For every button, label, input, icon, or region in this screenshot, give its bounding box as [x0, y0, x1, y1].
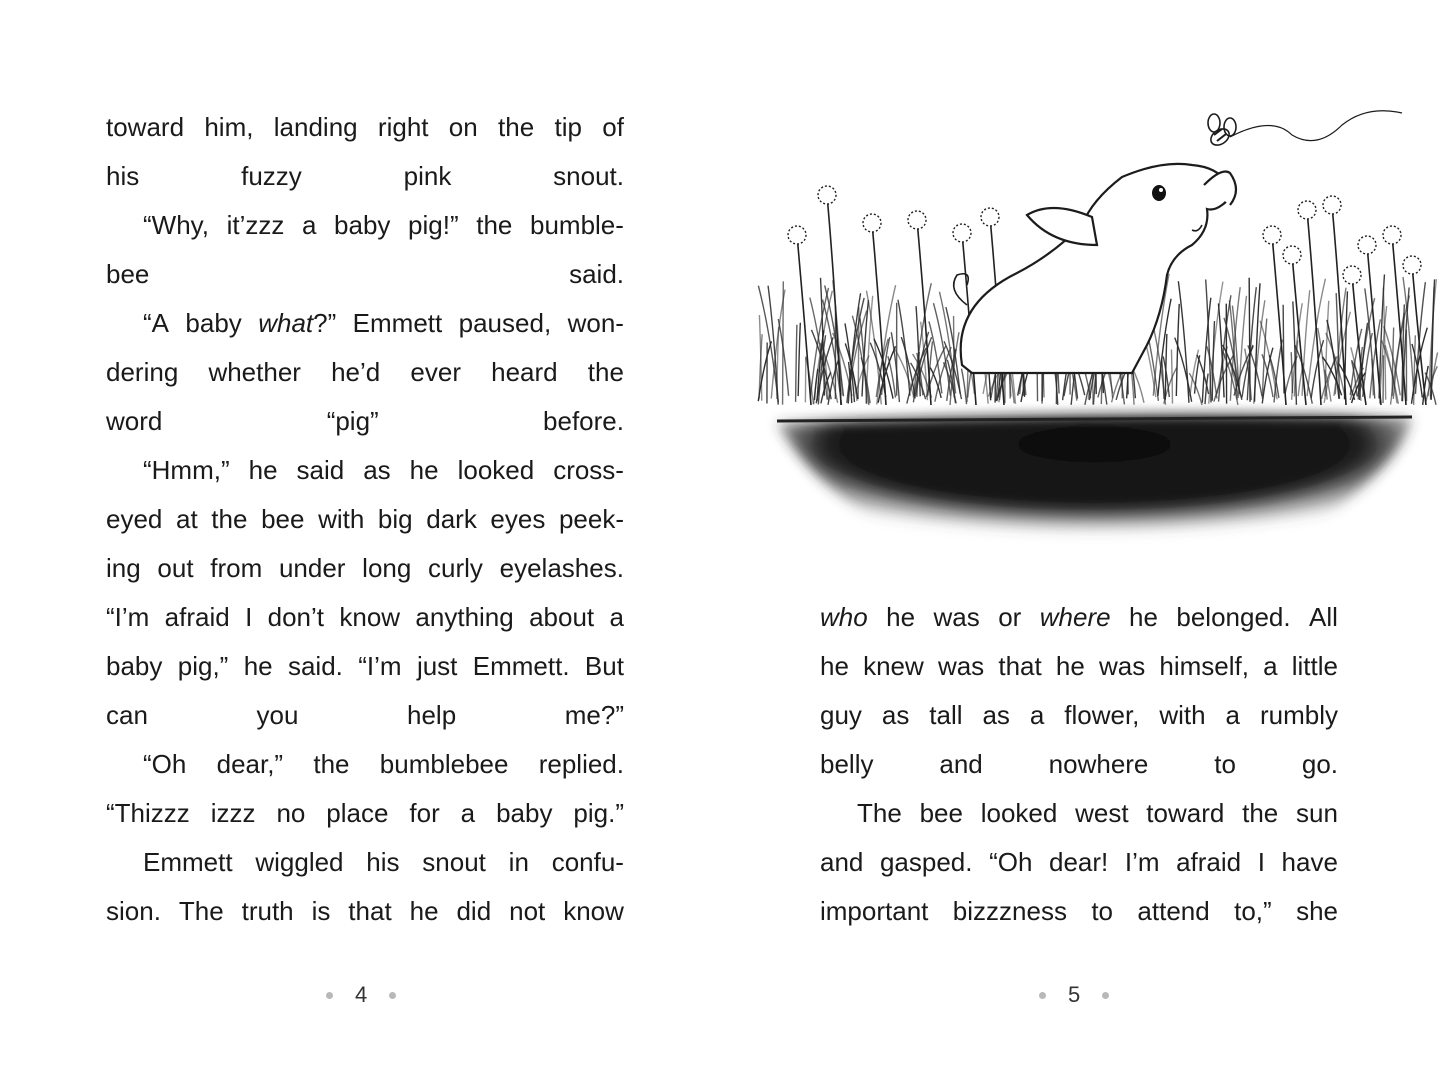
folio-dot [326, 992, 333, 999]
word: “I’m [106, 602, 150, 632]
word: snout [422, 847, 486, 877]
word: what?” [258, 308, 337, 338]
word: word [106, 406, 163, 436]
word: out [157, 553, 194, 583]
word: to [1091, 896, 1114, 926]
ground-shadow [777, 415, 1412, 564]
word: on [448, 112, 478, 142]
word: snout. [553, 161, 624, 191]
word: baby [496, 798, 553, 828]
word: nowhere [1048, 749, 1149, 779]
piglet-illustration [752, 105, 1442, 575]
illustration [752, 105, 1442, 575]
word: “pig” [326, 406, 379, 436]
page-folio-right [1039, 982, 1109, 1008]
word: Emmett [143, 847, 233, 877]
word: with [1159, 700, 1206, 730]
word: bee [919, 798, 963, 828]
text-line [106, 642, 624, 691]
word: I [245, 602, 253, 632]
dandelion-head [818, 186, 836, 204]
word: who [820, 602, 868, 632]
word: where [1039, 602, 1111, 632]
dandelion-head [788, 226, 806, 244]
word: and [820, 847, 864, 877]
word: ever [410, 357, 461, 387]
text-line [820, 691, 1338, 740]
word: I [1257, 847, 1265, 877]
grass-blade [1178, 281, 1189, 403]
word: looked [457, 455, 535, 485]
word: “A [143, 308, 169, 338]
word: All [1309, 602, 1338, 632]
word: toward [1146, 798, 1225, 828]
grass-blade [1212, 321, 1214, 401]
word: afraid [164, 602, 230, 632]
word: he [243, 651, 273, 681]
word: can [106, 700, 148, 730]
word: from [210, 553, 263, 583]
word: to [1214, 749, 1236, 779]
word: pink [403, 161, 452, 191]
word: “Oh [143, 749, 187, 779]
text-line [820, 593, 1338, 642]
word: as [982, 700, 1010, 730]
word: “I’m [358, 651, 402, 681]
word: bee [106, 259, 150, 289]
word: as [363, 455, 391, 485]
right-page [722, 0, 1445, 1075]
text-line [106, 838, 624, 887]
text-line [106, 299, 624, 348]
word: confu- [551, 847, 624, 877]
word: a [1029, 700, 1045, 730]
word: know [339, 602, 401, 632]
word: little [1291, 651, 1338, 681]
word: baby [106, 651, 163, 681]
word: at [176, 504, 198, 534]
text-line [106, 691, 624, 740]
word: eyelashes. [499, 553, 624, 583]
word: a [1263, 651, 1278, 681]
word: was [933, 602, 980, 632]
word: But [584, 651, 624, 681]
word: the [587, 357, 624, 387]
word: him, [204, 112, 254, 142]
word: under [278, 553, 346, 583]
word: sun [1296, 798, 1338, 828]
right-page-text [820, 593, 1338, 936]
word: the [476, 210, 513, 240]
word: gasped. [879, 847, 973, 877]
word: “Why, [143, 210, 209, 240]
dandelion-head [953, 224, 971, 242]
word: he [409, 455, 439, 485]
word: did [456, 896, 492, 926]
word: baby [185, 308, 242, 338]
word: eyed [106, 504, 163, 534]
word: “Thizzz [106, 798, 190, 828]
word: west [1075, 798, 1129, 828]
word: looked [980, 798, 1058, 828]
word: important [820, 896, 929, 926]
word: The [857, 798, 902, 828]
word: wiggled [255, 847, 344, 877]
dandelion-head [1358, 236, 1376, 254]
word: belly [820, 749, 874, 779]
word: dear,” [216, 749, 284, 779]
word: said [296, 455, 345, 485]
word: was [937, 651, 985, 681]
word: his [106, 161, 140, 191]
word: ing [106, 553, 141, 583]
word: with [318, 504, 365, 534]
word: about [529, 602, 595, 632]
word: whether [208, 357, 301, 387]
word: you [256, 700, 299, 730]
word: peek- [558, 504, 624, 534]
word: sion. [106, 896, 161, 926]
dandelion-head [1283, 246, 1301, 264]
word: he [820, 651, 849, 681]
piglet [954, 164, 1236, 373]
word: bizzzness [952, 896, 1067, 926]
grass-blade [961, 369, 966, 405]
word: said. [569, 259, 624, 289]
text-line [106, 397, 624, 446]
word: “Oh [989, 847, 1033, 877]
word: he [409, 896, 439, 926]
word: or [998, 602, 1022, 632]
word: a [460, 798, 476, 828]
word: a [609, 602, 624, 632]
word: truth [241, 896, 294, 926]
word: Emmett [352, 308, 443, 338]
word: won- [567, 308, 624, 338]
word: me?” [564, 700, 624, 730]
page-folio-left [326, 982, 396, 1008]
word: guy [820, 700, 862, 730]
word: tall [929, 700, 963, 730]
word: long [362, 553, 412, 583]
text-line [820, 789, 1338, 838]
word: the [1242, 798, 1279, 828]
word: he [886, 602, 916, 632]
text-line [820, 642, 1338, 691]
word: his [366, 847, 400, 877]
word: of [602, 112, 624, 142]
word: right [377, 112, 429, 142]
word: he’d [331, 357, 381, 387]
word: himself, [1159, 651, 1249, 681]
word: pig!” [408, 210, 459, 240]
word: in [508, 847, 529, 877]
word: go. [1301, 749, 1339, 779]
text-line [106, 887, 624, 936]
text-line [106, 740, 624, 789]
word: bumble- [529, 210, 624, 240]
word: to,” [1234, 896, 1272, 926]
word: dear! [1049, 847, 1109, 877]
text-line [106, 495, 624, 544]
dandelion-head [1383, 226, 1401, 244]
word: tip [554, 112, 582, 142]
folio-dot [389, 992, 396, 999]
word: he [248, 455, 278, 485]
word: not [509, 896, 546, 926]
word: know [563, 896, 624, 926]
word: replied. [538, 749, 624, 779]
word: cross- [553, 455, 624, 485]
word: don’t [267, 602, 325, 632]
word: afraid [1176, 847, 1242, 877]
word: toward [106, 112, 185, 142]
word: the [313, 749, 350, 779]
word: baby [334, 210, 391, 240]
word: he [1129, 602, 1158, 632]
text-line [106, 250, 624, 299]
text-line [106, 348, 624, 397]
grass-blade [796, 325, 797, 402]
dandelion-head [908, 211, 926, 229]
word: “Hmm,” [143, 455, 230, 485]
word: rumbly [1259, 700, 1338, 730]
word: a [301, 210, 317, 240]
word: he [1055, 651, 1085, 681]
word: big [377, 504, 413, 534]
folio-dot [1039, 992, 1046, 999]
word: pig,” [177, 651, 229, 681]
grass-blade [798, 323, 800, 396]
text-line [106, 593, 624, 642]
word: dering [106, 357, 179, 387]
text-line [106, 103, 624, 152]
word: is [311, 896, 331, 926]
word: that [998, 651, 1042, 681]
left-page-text [106, 103, 624, 936]
bumblebee [1208, 111, 1402, 149]
word: paused, [458, 308, 552, 338]
text-line [820, 838, 1338, 887]
word: and [939, 749, 983, 779]
word: just [416, 651, 458, 681]
dandelion-head [1298, 201, 1316, 219]
word: Emmett. [472, 651, 570, 681]
grass-blade [1291, 352, 1292, 393]
page-number: 4 [355, 982, 368, 1007]
folio-dot [1102, 992, 1109, 999]
word: a [1225, 700, 1241, 730]
dandelion-head [1343, 266, 1361, 284]
word: fuzzy [241, 161, 302, 191]
word: before. [543, 406, 624, 436]
text-line [106, 201, 624, 250]
dandelion-head [981, 208, 999, 226]
dandelion-head [1403, 256, 1421, 274]
grass-blade [783, 281, 784, 404]
word: for [409, 798, 440, 828]
grass-blade [1414, 335, 1416, 405]
word: no [276, 798, 306, 828]
word: eyes [490, 504, 546, 534]
word: said. [287, 651, 343, 681]
word: the [498, 112, 535, 142]
word: it’zzz [226, 210, 285, 240]
word: the [211, 504, 248, 534]
word: anything [415, 602, 514, 632]
word: curly [428, 553, 483, 583]
word: izzz [210, 798, 256, 828]
text-line [106, 789, 624, 838]
word: was [1098, 651, 1146, 681]
dandelion-head [1263, 226, 1281, 244]
word: heard [491, 357, 558, 387]
word: dark [426, 504, 477, 534]
word: have [1281, 847, 1338, 877]
text-line [106, 152, 624, 201]
text-line [820, 740, 1338, 789]
text-line [106, 446, 624, 495]
left-page [0, 0, 722, 1075]
word: that [348, 896, 392, 926]
word: pig.” [573, 798, 624, 828]
word: I’m [1124, 847, 1160, 877]
word: she [1296, 896, 1338, 926]
word: place [326, 798, 389, 828]
word: as [881, 700, 910, 730]
text-line [106, 544, 624, 593]
word: landing [273, 112, 358, 142]
word: knew [863, 651, 924, 681]
word: bumblebee [379, 749, 509, 779]
text-line [820, 887, 1338, 936]
page-number: 5 [1068, 982, 1081, 1007]
word: help [407, 700, 457, 730]
dandelion-head [1323, 196, 1341, 214]
word: bee [261, 504, 305, 534]
word: belonged. [1176, 602, 1291, 632]
word: flower, [1064, 700, 1140, 730]
word: The [178, 896, 224, 926]
dandelion-head [863, 214, 881, 232]
word: attend [1137, 896, 1210, 926]
